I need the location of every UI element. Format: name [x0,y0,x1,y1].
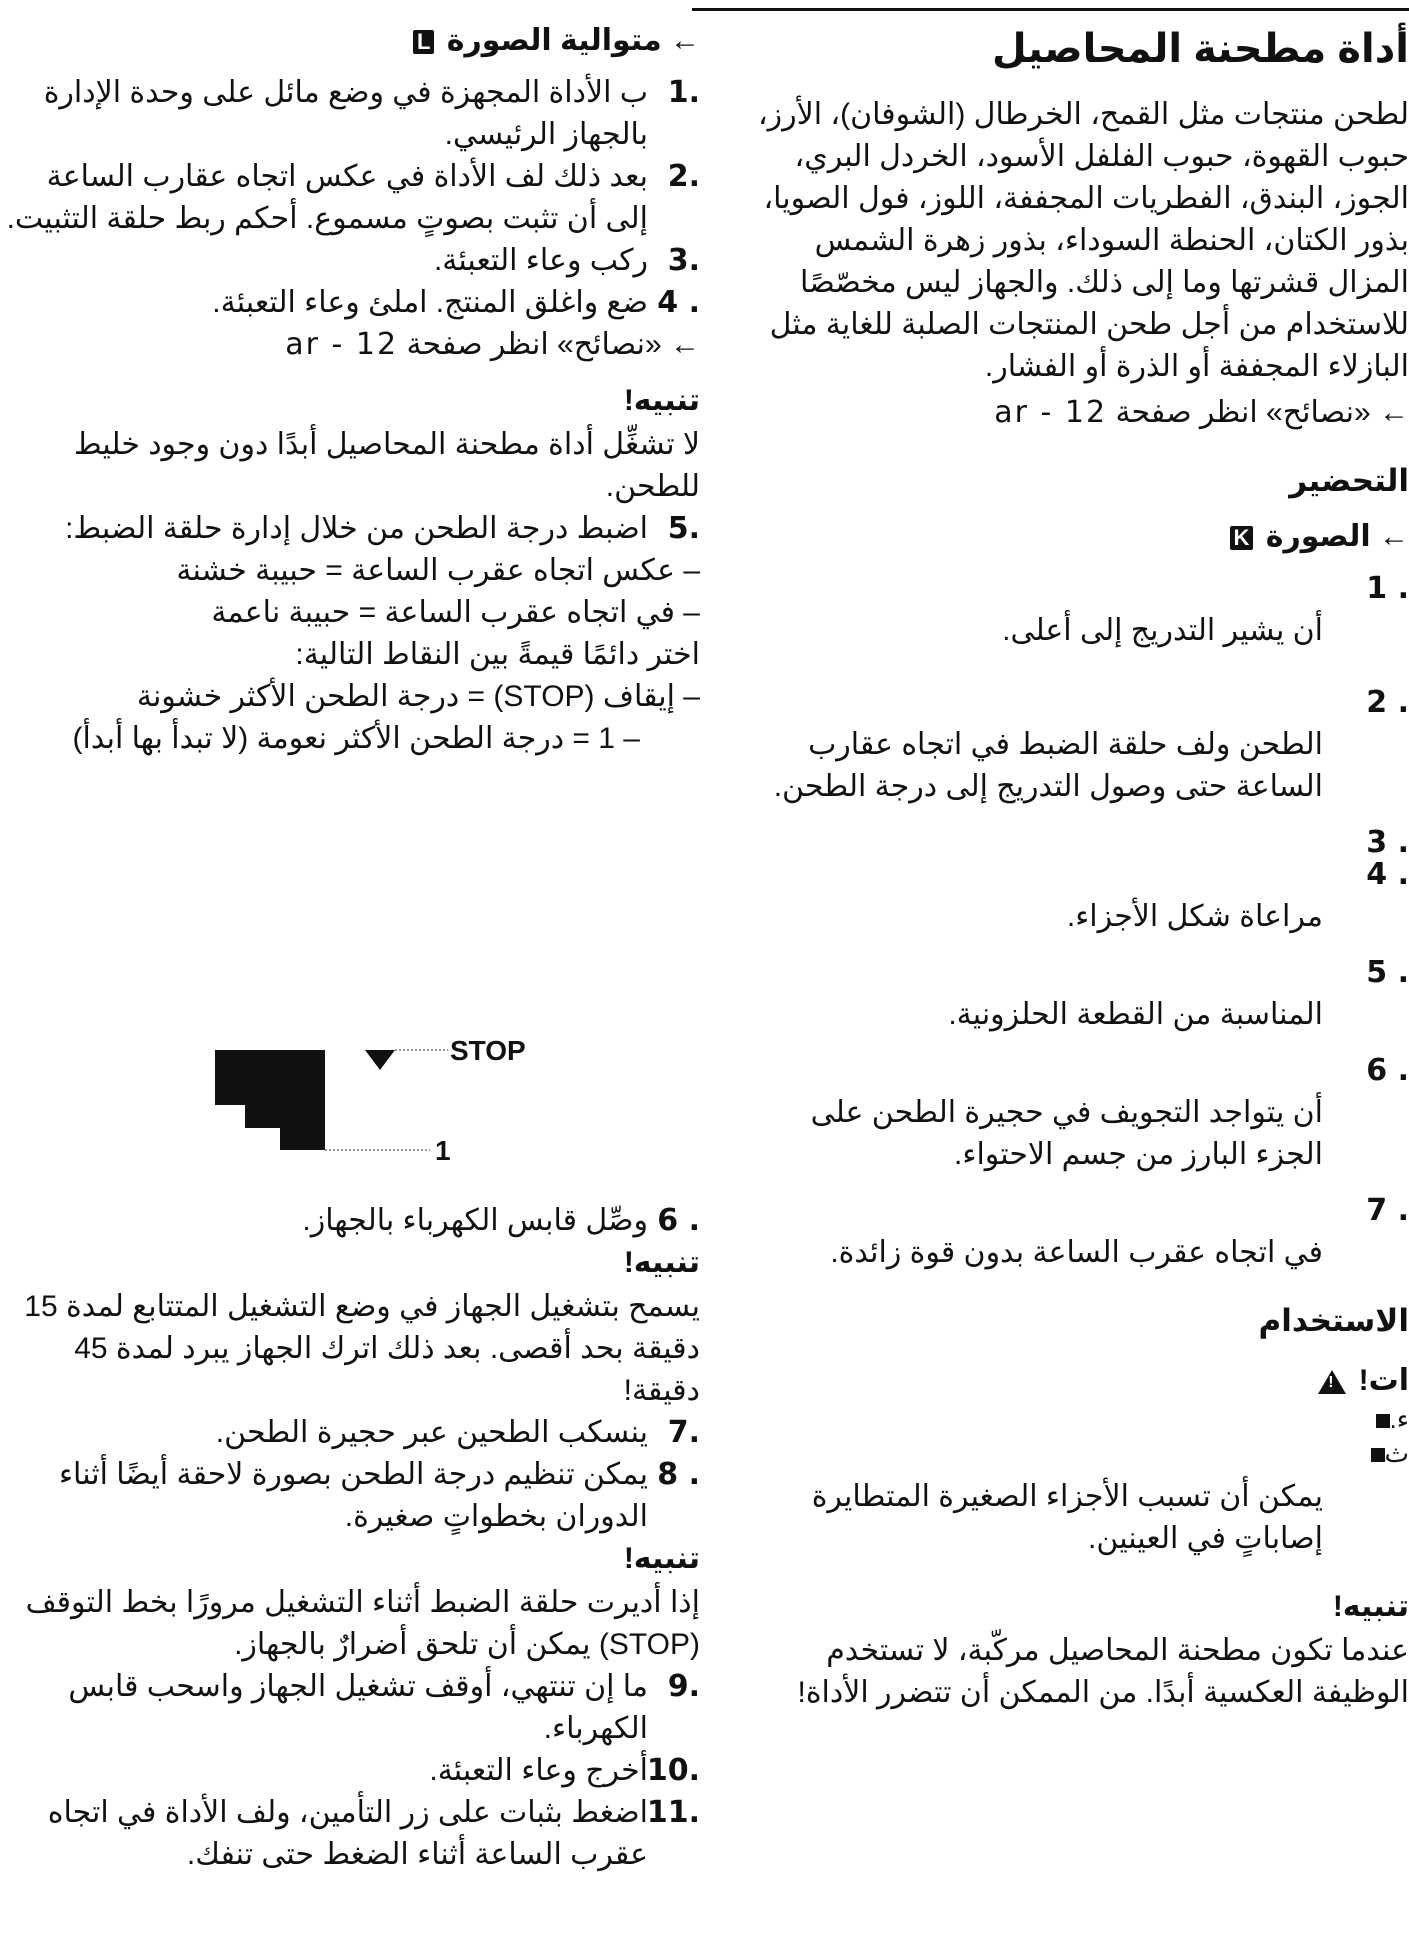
left-column [0,20,700,760]
warning-bullet-text: ث [1384,1438,1409,1468]
preparation-heading: التحضير [1289,463,1409,498]
warning-label: ات! [1358,1364,1409,1397]
step-number: 2 . [1366,685,1409,720]
instruction-item [0,1412,700,1454]
figure-letter-badge: K [1230,526,1254,550]
right-column [742,22,1409,1714]
item-number: 7. [667,1415,700,1450]
item-number: 2. [667,159,700,194]
item-text: ب الأداة المجهزة في وضع مائل على وحدة الإدارة بالجهاز الرئيسي. [43,76,648,151]
bullet-square-icon [1371,1448,1385,1462]
step-number: 4 . [1366,857,1409,892]
instruction-item [0,1666,700,1750]
caution-title: تنبيه! [623,1246,700,1279]
tips-reference-text: «نصائح» انظر صفحة [1115,396,1371,429]
caution-title: تنبيه! [1332,1590,1409,1623]
item-number: 10. [646,1753,700,1788]
item-text: بعد ذلك لف الأداة في عكس اتجاه عقارب الساعة إلى أن تثبت بصوتٍ مسموع. أحكم ربط حلقة التثبيت. [6,160,648,235]
step-number: 3 . [1366,825,1409,860]
caution-text: يسمح بتشغيل الجهاز في وضع التشغيل المتتابع لمدة 15 دقيقة بحد أقصى. بعد ذلك اترك الجهاز يبرد لمدة 45 دقيقة! [24,1290,700,1407]
top-rule [692,8,1409,11]
caution-title: تنبيه! [623,384,700,417]
warning-bullet [682,1402,1409,1436]
tips-reference-text: «نصائح» انظر صفحة [406,328,662,361]
figure-letter-badge: L [413,30,434,54]
step-number: 5 . [1366,955,1409,990]
tips-reference [742,392,1409,434]
step-text: في اتجاه عقرب الساعة بدون قوة زائدة. [830,1236,1323,1269]
item-text: ما إن تنتهي، أوقف تشغيل الجهاز واسحب قابس الكهرباء. [68,1670,648,1745]
section-title: أداة مطحنة المحاصيل [991,27,1409,71]
step-text: المناسبة من القطعة الحلزونية. [948,998,1323,1031]
step-item [742,682,1409,808]
dash-item: – 1 = درجة الطحن الأكثر نعومة (لا تبدأ بها أبدأ) [72,722,640,755]
warning-bullet-text: ء. [1389,1404,1409,1434]
figure-reference [742,516,1409,558]
intro-paragraph: لطحن منتجات مثل القمح، الخرطال (الشوفان)، الأرز، حبوب القهوة، حبوب الفلفل الأسود، الخردل البري، الجوز، البندق، الفطريات المجففة، اللوز، فول الصويا، بذور الكتان، الحنطة السوداء، بذور زهرة الشمس المزال قشرتها وما إلى ذلك. والجهاز ليس مخصّصًا للاستخدام من أجل طحن المنتجات الصلبة للغاية مثل البازلاء المجففة أو الذرة أو الفشار. [758,98,1409,383]
warning-bullet [682,1436,1409,1470]
sequence-label: متوالية الصورة [446,24,662,57]
left-column-lower [0,1200,700,1876]
dash-item: – إيقاف (STOP) = درجة الطحن الأكثر خشونة [136,680,700,713]
caution-text: إذا أديرت حلقة الضبط أثناء التشغيل مرورًا بخط التوقف (STOP) يمكن أن تلحق أضرارٌ بالجهاز. [25,1586,700,1661]
instruction-item [0,1750,700,1792]
step-text: أن يتواجد التجويف في حجيرة الطحن على الجزء البارز من جسم الاحتواء. [810,1096,1323,1171]
step-number: 6 . [1366,1053,1409,1088]
item-text: يمكن تنظيم درجة الطحن بصورة لاحقة أيضًا أثناء الدوران بخطواتٍ صغيرة. [58,1458,648,1533]
item-text: وصِّل قابس الكهرباء بالجهاز. [302,1204,648,1237]
item-number: 9. [667,1669,700,1704]
step-text: الطحن ولف حلقة الضبط في اتجاه عقارب الساعة حتى وصول التدريج إلى درجة الطحن. [773,728,1323,803]
step-text: مراعاة شكل الأجزاء. [1066,900,1323,933]
caution-title: تنبيه! [623,1542,700,1575]
step-number: 1 . [1366,571,1409,606]
instruction-item [0,282,700,324]
item-number: 8 . [657,1457,700,1492]
step-item [742,854,1409,938]
item-number: 4 . [657,285,700,320]
arrow-icon: ← [1379,520,1409,553]
arrow-icon: ← [670,328,700,361]
arrow-icon: ← [1379,396,1409,429]
item-number: 11. [646,1795,700,1830]
diagram-stop-marker [365,1050,395,1070]
diagram-one-label: 1 [435,1135,451,1166]
usage-heading: الاستخدام [1258,1303,1409,1338]
sequence-reference [0,20,700,62]
instruction-item [0,1792,700,1876]
item-text: اضغط بثبات على زر التأمين، ولف الأداة في اتجاه عقرب الساعة أثناء الضغط حتى تنفك. [47,1796,648,1871]
step-item [742,822,1409,860]
bullet-square-icon [1376,1414,1390,1428]
warning-bullets [682,1402,1409,1470]
item-number: 5. [667,511,700,546]
figure-label: الصورة [1265,520,1371,553]
diagram-step-shape [215,1050,325,1150]
dash-item: – عكس اتجاه عقرب الساعة = حبيبة خشنة [176,554,700,587]
item-text: ينسكب الطحين عبر حجيرة الطحن. [215,1416,648,1449]
dash-item: اختر دائمًا قيمةً بين النقاط التالية: [295,638,700,671]
arrow-icon: ← [670,24,700,57]
instruction-item [0,508,700,550]
caution-text: لا تشغِّل أداة مطحنة المحاصيل أبدًا دون وجود خليط للطحن. [73,428,700,503]
tips-reference [0,324,700,366]
caution-text: عندما تكون مطحنة المحاصيل مركّبة، لا تستخدم الوظيفة العكسية أبدًا. من الممكن أن تتضرر الأداة! [797,1634,1409,1709]
step-item [742,1190,1409,1274]
instruction-item [0,240,700,282]
item-text: أخرج وعاء التعبئة. [429,1754,648,1787]
instruction-item [0,1454,700,1538]
step-text: أن يشير التدريج إلى أعلى. [1002,614,1323,647]
step-item [742,952,1409,1036]
item-number: 3. [667,243,700,278]
warning-triangle-icon [1318,1370,1346,1394]
item-text: ضع واغلق المنتج. املئ وعاء التعبئة. [212,286,648,319]
grind-level-diagram [180,1030,560,1180]
item-number: 6 . [657,1203,700,1238]
page-reference: ar - 12 [994,395,1108,430]
instruction-item [0,72,700,156]
step-number: 7 . [1366,1193,1409,1228]
warning-text: يمكن أن تسبب الأجزاء الصغيرة المتطايرة إصاباتٍ في العينين. [811,1480,1323,1555]
item-text: ركب وعاء التعبئة. [433,244,648,277]
warning-heading [682,1360,1409,1402]
step-item [742,1050,1409,1176]
instruction-item [0,1200,700,1242]
page-reference: ar - 12 [285,327,399,362]
step-item [742,568,1409,668]
dash-item: – في اتجاه عقرب الساعة = حبيبة ناعمة [211,596,700,629]
item-number: 1. [667,75,700,110]
instruction-item [0,156,700,240]
diagram-stop-label: STOP [450,1035,526,1066]
item-text: اضبط درجة الطحن من خلال إدارة حلقة الضبط: [65,512,648,545]
